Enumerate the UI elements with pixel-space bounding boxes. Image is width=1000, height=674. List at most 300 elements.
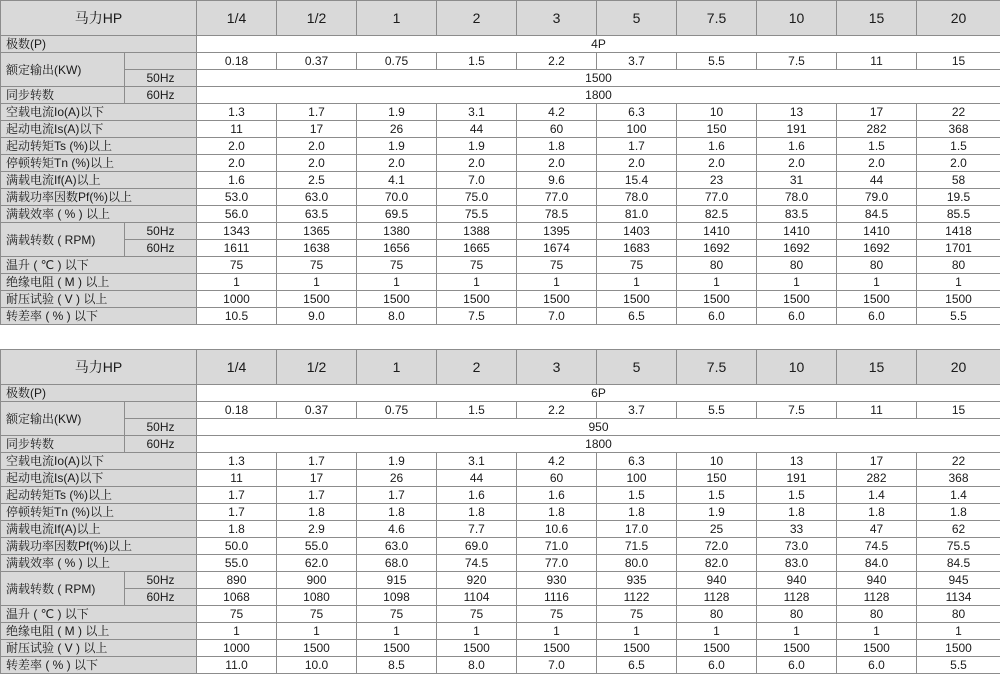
output-label: 额定输出(KW) [1, 53, 125, 87]
spec-row [1, 104, 1000, 121]
spec-cell: 22 [917, 453, 1000, 470]
spec-cell: 1 [757, 623, 837, 640]
spec-cell: 6.5 [597, 308, 677, 325]
spec-cell: 80 [917, 606, 1000, 623]
rpm-cell: 1080 [277, 589, 357, 606]
spec-cell: 9.0 [277, 308, 357, 325]
spec-cell: 8.0 [357, 308, 437, 325]
spec-cell: 77.0 [517, 189, 597, 206]
spec-row-label: 温升 ( ℃ ) 以下 [1, 606, 197, 623]
spec-cell: 1.8 [837, 504, 917, 521]
header-label: 马力HP [1, 350, 197, 385]
poles-row [1, 385, 1000, 402]
output-cell: 0.37 [277, 53, 357, 70]
spec-cell: 6.3 [597, 104, 677, 121]
rpm-cell: 1701 [917, 240, 1000, 257]
output-cell: 7.5 [757, 53, 837, 70]
spec-cell: 1000 [197, 640, 277, 657]
spec-cell: 1.5 [837, 138, 917, 155]
spec-cell: 6.0 [677, 308, 757, 325]
spec-row [1, 291, 1000, 308]
hp-cell: 2 [437, 1, 517, 36]
spec-cell: 75 [357, 606, 437, 623]
spec-cell: 2.0 [277, 138, 357, 155]
spec-cell: 17 [837, 104, 917, 121]
spec-row-label: 满载功率因数Pf(%)以上 [1, 538, 197, 555]
spec-cell: 1 [357, 623, 437, 640]
spec-row [1, 172, 1000, 189]
spec-cell: 25 [677, 521, 757, 538]
spec-cell: 1 [757, 274, 837, 291]
spec-cell: 6.0 [757, 308, 837, 325]
rpm-50-hz: 50Hz [125, 572, 197, 589]
hp-cell: 20 [917, 1, 1000, 36]
spec-cell: 1500 [677, 640, 757, 657]
spec-cell: 1500 [517, 291, 597, 308]
rpm-cell: 1104 [437, 589, 517, 606]
header-label: 马力HP [1, 1, 197, 36]
spec-cell: 2.5 [277, 172, 357, 189]
hp-cell: 1/2 [277, 1, 357, 36]
spec-cell: 368 [917, 121, 1000, 138]
spec-cell: 1.5 [757, 487, 837, 504]
spec-cell: 80 [837, 257, 917, 274]
rpm-cell: 1692 [757, 240, 837, 257]
spec-cell: 58 [917, 172, 1000, 189]
spec-cell: 8.0 [437, 657, 517, 674]
spec-cell: 33 [757, 521, 837, 538]
hp-cell: 1/2 [277, 350, 357, 385]
spec-row [1, 538, 1000, 555]
spec-cell: 74.5 [437, 555, 517, 572]
spec-cell: 10.6 [517, 521, 597, 538]
spec-cell: 80 [677, 606, 757, 623]
spec-row [1, 155, 1000, 172]
spec-row-label: 空载电流Io(A)以下 [1, 453, 197, 470]
hp-cell: 5 [597, 1, 677, 36]
spec-row-label: 耐压试验 ( V ) 以上 [1, 291, 197, 308]
spec-cell: 2.0 [437, 155, 517, 172]
rpm-50-hz: 50Hz [125, 223, 197, 240]
spec-cell: 9.6 [517, 172, 597, 189]
spec-table-6p [0, 349, 1000, 674]
spec-cell: 150 [677, 470, 757, 487]
spec-cell: 8.5 [357, 657, 437, 674]
spec-row [1, 189, 1000, 206]
spec-cell: 1500 [757, 291, 837, 308]
spec-cell: 62.0 [277, 555, 357, 572]
spec-cell: 7.5 [437, 308, 517, 325]
rpm-cell: 1418 [917, 223, 1000, 240]
spec-cell: 75 [277, 257, 357, 274]
spec-row [1, 640, 1000, 657]
spec-cell: 75 [597, 606, 677, 623]
spec-cell: 78.5 [517, 206, 597, 223]
spec-row-label: 满载效率 ( % ) 以上 [1, 555, 197, 572]
spec-cell: 75 [517, 606, 597, 623]
spec-cell: 191 [757, 121, 837, 138]
spec-cell: 150 [677, 121, 757, 138]
spec-cell: 1.6 [677, 138, 757, 155]
spec-cell: 6.0 [757, 657, 837, 674]
rpm-cell: 1388 [437, 223, 517, 240]
spec-cell: 83.5 [757, 206, 837, 223]
spec-row [1, 257, 1000, 274]
output-cell: 1.5 [437, 53, 517, 70]
output-cell: 7.5 [757, 402, 837, 419]
spec-cell: 1500 [757, 640, 837, 657]
hp-cell: 1 [357, 350, 437, 385]
spec-cell: 1.6 [757, 138, 837, 155]
hp-cell: 7.5 [677, 350, 757, 385]
spec-cell: 1500 [437, 640, 517, 657]
spec-cell: 75 [197, 606, 277, 623]
spec-row-label: 起动转矩Ts (%)以上 [1, 138, 197, 155]
spec-row-label: 温升 ( ℃ ) 以下 [1, 257, 197, 274]
spec-cell: 78.0 [597, 189, 677, 206]
rpm-50-row [1, 223, 1000, 240]
spec-cell: 282 [837, 470, 917, 487]
spec-cell: 2.0 [517, 155, 597, 172]
poles-label: 极数(P) [1, 385, 197, 402]
spec-cell: 71.5 [597, 538, 677, 555]
spec-cell: 71.0 [517, 538, 597, 555]
spec-cell: 7.7 [437, 521, 517, 538]
spec-cell: 1.8 [757, 504, 837, 521]
spec-cell: 3.1 [437, 104, 517, 121]
spec-cell: 2.0 [277, 155, 357, 172]
spec-cell: 75.5 [437, 206, 517, 223]
spec-cell: 1500 [597, 640, 677, 657]
rpm-cell: 940 [837, 572, 917, 589]
spec-cell: 53.0 [197, 189, 277, 206]
output-cell: 11 [837, 402, 917, 419]
spec-row [1, 121, 1000, 138]
spec-cell: 1.9 [357, 104, 437, 121]
spec-cell: 11.0 [197, 657, 277, 674]
spec-cell: 17.0 [597, 521, 677, 538]
output-cell: 5.5 [677, 402, 757, 419]
spec-cell: 10 [677, 453, 757, 470]
rpm-cell: 1656 [357, 240, 437, 257]
spec-cell: 44 [437, 470, 517, 487]
hp-cell: 2 [437, 350, 517, 385]
spec-cell: 11 [197, 470, 277, 487]
spec-row-label: 空载电流Io(A)以下 [1, 104, 197, 121]
hp-cell: 3 [517, 350, 597, 385]
spec-cell: 1.9 [357, 453, 437, 470]
spec-cell: 6.0 [677, 657, 757, 674]
spec-cell: 3.1 [437, 453, 517, 470]
rpm-label: 满载转数 ( RPM) [1, 223, 125, 257]
sync-50-row [1, 70, 1000, 87]
spec-cell: 60 [517, 470, 597, 487]
rpm-cell: 1068 [197, 589, 277, 606]
spec-cell: 83.0 [757, 555, 837, 572]
hp-cell: 7.5 [677, 1, 757, 36]
spec-cell: 1.7 [277, 487, 357, 504]
spec-cell: 7.0 [517, 657, 597, 674]
hp-cell: 3 [517, 1, 597, 36]
spec-row [1, 521, 1000, 538]
rpm-cell: 1098 [357, 589, 437, 606]
spec-cell: 17 [837, 453, 917, 470]
spec-cell: 1.3 [197, 104, 277, 121]
rpm-cell: 1410 [837, 223, 917, 240]
output-cell: 5.5 [677, 53, 757, 70]
spec-cell: 1 [277, 274, 357, 291]
spec-row-label: 满载效率 ( % ) 以上 [1, 206, 197, 223]
output-cell: 15 [917, 402, 1000, 419]
spec-cell: 1.8 [597, 504, 677, 521]
hp-cell: 5 [597, 350, 677, 385]
spec-cell: 72.0 [677, 538, 757, 555]
spec-cell: 10 [677, 104, 757, 121]
spec-row [1, 470, 1000, 487]
spec-row-label: 起动电流Is(A)以下 [1, 470, 197, 487]
spec-row-label: 起动转矩Ts (%)以上 [1, 487, 197, 504]
rpm-cell: 1683 [597, 240, 677, 257]
poles-value: 6P [197, 385, 1000, 402]
spec-cell: 80 [757, 257, 837, 274]
spec-row [1, 487, 1000, 504]
spec-cell: 1 [437, 274, 517, 291]
poles-label: 极数(P) [1, 36, 197, 53]
header-row [1, 350, 1000, 385]
spec-cell: 1.5 [677, 487, 757, 504]
rpm-cell: 1365 [277, 223, 357, 240]
spec-cell: 1 [197, 623, 277, 640]
output-cell: 0.18 [197, 53, 277, 70]
spec-cell: 85.5 [917, 206, 1000, 223]
spec-cell: 1 [837, 623, 917, 640]
spec-cell: 56.0 [197, 206, 277, 223]
spec-cell: 55.0 [197, 555, 277, 572]
rpm-cell: 1665 [437, 240, 517, 257]
spec-cell: 1500 [597, 291, 677, 308]
spec-row [1, 138, 1000, 155]
spec-cell: 78.0 [757, 189, 837, 206]
spec-cell: 6.0 [837, 308, 917, 325]
rpm-cell: 1638 [277, 240, 357, 257]
spec-cell: 1 [677, 274, 757, 291]
spec-cell: 44 [837, 172, 917, 189]
spec-cell: 84.5 [837, 206, 917, 223]
spec-cell: 80 [677, 257, 757, 274]
spec-cell: 63.0 [357, 538, 437, 555]
spec-cell: 282 [837, 121, 917, 138]
spec-cell: 75 [517, 257, 597, 274]
spec-cell: 1500 [917, 640, 1000, 657]
output-cell: 3.7 [597, 53, 677, 70]
sync-60-value: 1800 [197, 87, 1000, 104]
spec-cell: 1.7 [197, 504, 277, 521]
spec-cell: 69.5 [357, 206, 437, 223]
spec-cell: 1.8 [357, 504, 437, 521]
spec-cell: 80 [917, 257, 1000, 274]
rpm-cell: 930 [517, 572, 597, 589]
spec-cell: 74.5 [837, 538, 917, 555]
rpm-cell: 900 [277, 572, 357, 589]
spec-cell: 1.8 [197, 521, 277, 538]
hp-cell: 1 [357, 1, 437, 36]
spec-cell: 23 [677, 172, 757, 189]
hp-cell: 1/4 [197, 1, 277, 36]
spec-cell: 5.5 [917, 657, 1000, 674]
spec-cell: 13 [757, 453, 837, 470]
hp-cell: 10 [757, 1, 837, 36]
spec-cell: 4.2 [517, 453, 597, 470]
rpm-cell: 1410 [757, 223, 837, 240]
sync-50-value: 1500 [197, 70, 1000, 87]
rpm-cell: 1343 [197, 223, 277, 240]
spec-cell: 75 [597, 257, 677, 274]
spec-row-label: 停顿转矩Tn (%)以上 [1, 504, 197, 521]
spec-cell: 100 [597, 470, 677, 487]
spec-row [1, 657, 1000, 674]
output-cell: 2.2 [517, 402, 597, 419]
sync-label: 同步转数 [1, 436, 125, 453]
spec-cell: 75 [437, 257, 517, 274]
sync-label: 同步转数 [1, 87, 125, 104]
spec-cell: 80.0 [597, 555, 677, 572]
spec-cell: 1 [597, 274, 677, 291]
rpm-cell: 920 [437, 572, 517, 589]
output-cell: 2.2 [517, 53, 597, 70]
spec-cell: 1.4 [837, 487, 917, 504]
sync-60-hz: 60Hz [125, 87, 197, 104]
spec-cell: 2.0 [757, 155, 837, 172]
spec-cell: 63.5 [277, 206, 357, 223]
spec-cell: 1.5 [597, 487, 677, 504]
spec-cell: 2.0 [837, 155, 917, 172]
spec-cell: 70.0 [357, 189, 437, 206]
hp-cell: 10 [757, 350, 837, 385]
sync-50-hz: 50Hz [125, 419, 197, 436]
spec-row-label: 绝缘电阻 ( M ) 以上 [1, 623, 197, 640]
spec-cell: 69.0 [437, 538, 517, 555]
spec-cell: 5.5 [917, 308, 1000, 325]
spec-cell: 44 [437, 121, 517, 138]
rpm-cell: 1128 [837, 589, 917, 606]
rpm-60-hz: 60Hz [125, 589, 197, 606]
spec-cell: 1.6 [437, 487, 517, 504]
spec-cell: 73.0 [757, 538, 837, 555]
spec-cell: 2.0 [197, 138, 277, 155]
sync-60-row [1, 87, 1000, 104]
output-row [1, 53, 1000, 70]
sync-50-hz: 50Hz [125, 70, 197, 87]
sync-60-value: 1800 [197, 436, 1000, 453]
spec-cell: 6.5 [597, 657, 677, 674]
rpm-cell: 940 [757, 572, 837, 589]
output-sub-blank [125, 53, 197, 70]
spec-cell: 75 [357, 257, 437, 274]
spec-cell: 1500 [917, 291, 1000, 308]
spec-cell: 47 [837, 521, 917, 538]
spec-cell: 1500 [277, 640, 357, 657]
spec-table-4p [0, 0, 1000, 325]
spec-cell: 1500 [357, 640, 437, 657]
rpm-cell: 935 [597, 572, 677, 589]
poles-value: 4P [197, 36, 1000, 53]
rpm-60-row [1, 589, 1000, 606]
spec-cell: 10.5 [197, 308, 277, 325]
spec-cell: 4.1 [357, 172, 437, 189]
rpm-cell: 940 [677, 572, 757, 589]
spec-cell: 2.9 [277, 521, 357, 538]
spec-cell: 1500 [357, 291, 437, 308]
spec-cell: 1.8 [437, 504, 517, 521]
spec-cell: 1 [837, 274, 917, 291]
rpm-cell: 1380 [357, 223, 437, 240]
rpm-60-row [1, 240, 1000, 257]
rpm-cell: 1674 [517, 240, 597, 257]
spec-row-label: 转差率 ( % ) 以下 [1, 308, 197, 325]
spec-cell: 6.3 [597, 453, 677, 470]
rpm-cell: 945 [917, 572, 1000, 589]
spec-cell: 75 [437, 606, 517, 623]
spec-cell: 1.9 [357, 138, 437, 155]
spec-row [1, 606, 1000, 623]
spec-cell: 1500 [517, 640, 597, 657]
spec-cell: 4.6 [357, 521, 437, 538]
spec-cell: 1.7 [277, 104, 357, 121]
spec-cell: 1500 [437, 291, 517, 308]
spec-cell: 26 [357, 470, 437, 487]
rpm-50-row [1, 572, 1000, 589]
output-cell: 1.5 [437, 402, 517, 419]
header-row [1, 1, 1000, 36]
spec-cell: 7.0 [517, 308, 597, 325]
output-label: 额定输出(KW) [1, 402, 125, 436]
spec-cell: 82.5 [677, 206, 757, 223]
spec-cell: 2.0 [197, 155, 277, 172]
output-row [1, 402, 1000, 419]
spec-cell: 1 [517, 274, 597, 291]
spec-row-label: 耐压试验 ( V ) 以上 [1, 640, 197, 657]
spec-cell: 100 [597, 121, 677, 138]
spec-row [1, 504, 1000, 521]
spec-cell: 1500 [837, 291, 917, 308]
spec-cell: 75.5 [917, 538, 1000, 555]
spec-cell: 368 [917, 470, 1000, 487]
rpm-cell: 890 [197, 572, 277, 589]
spec-cell: 1 [517, 623, 597, 640]
spec-cell: 80 [757, 606, 837, 623]
spec-row-label: 停顿转矩Tn (%)以上 [1, 155, 197, 172]
spec-cell: 1.8 [277, 504, 357, 521]
output-cell: 0.18 [197, 402, 277, 419]
spec-row [1, 555, 1000, 572]
spec-cell: 13 [757, 104, 837, 121]
rpm-cell: 1692 [837, 240, 917, 257]
spec-cell: 50.0 [197, 538, 277, 555]
spec-cell: 1 [917, 274, 1000, 291]
rpm-cell: 1692 [677, 240, 757, 257]
spec-row-label: 满载电流If(A)以上 [1, 172, 197, 189]
spec-cell: 7.0 [437, 172, 517, 189]
rpm-cell: 915 [357, 572, 437, 589]
spec-cell: 4.2 [517, 104, 597, 121]
output-cell: 0.37 [277, 402, 357, 419]
spec-cell: 80 [837, 606, 917, 623]
spec-cell: 2.0 [357, 155, 437, 172]
spec-cell: 77.0 [677, 189, 757, 206]
poles-row [1, 36, 1000, 53]
output-cell: 0.75 [357, 402, 437, 419]
spec-cell: 11 [197, 121, 277, 138]
